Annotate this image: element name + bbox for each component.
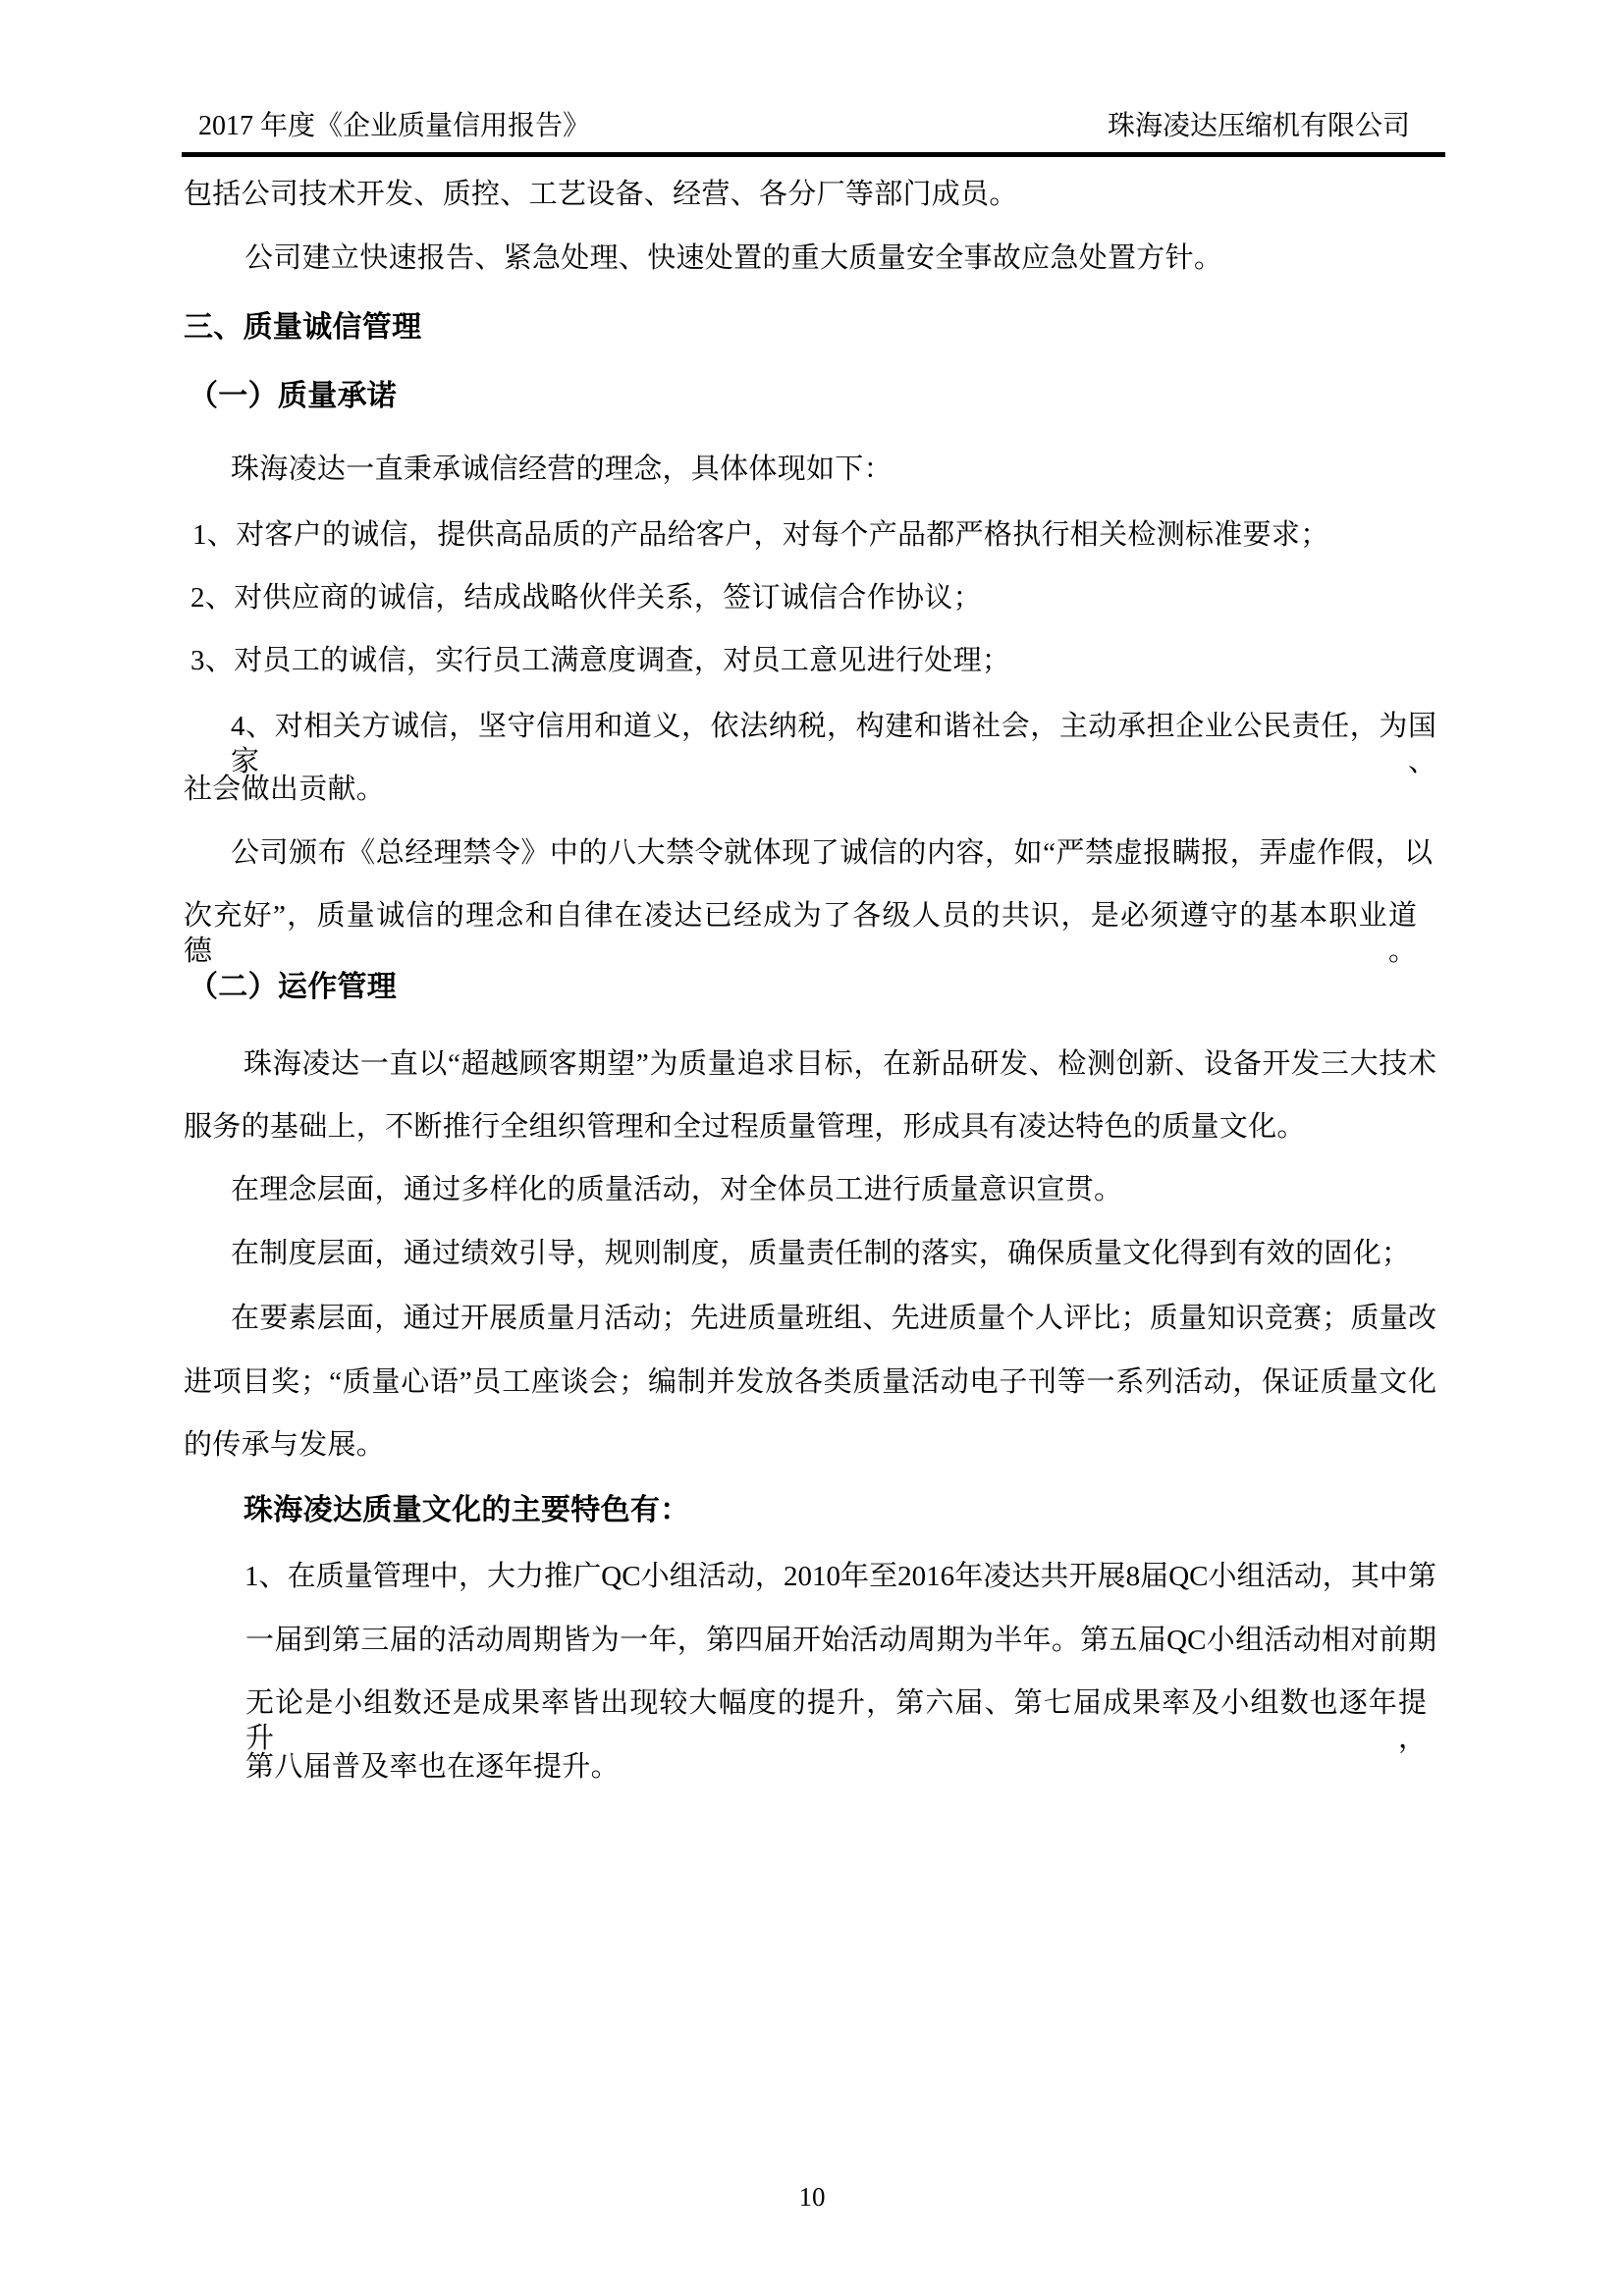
text-line: 服务的基础上，不断推行全组织管理和全过程质量管理，形成具有凌达特色的质量文化。 — [184, 1111, 1306, 1143]
list-item: 3、对员工的诚信，实行员工满意度调查，对员工意见进行处理； — [190, 645, 1011, 676]
bold-lead-line: 珠海凌达质量文化的主要特色有： — [244, 1494, 690, 1526]
header-right-company: 珠海凌达压缩机有限公司 — [1108, 111, 1411, 141]
text-line: 次充好”，质量诚信的理念和自律在凌达已经成为了各级人员的共识，是必须遵守的基本职业道德。 — [184, 900, 1417, 967]
text-line: 1、在质量管理中，大力推广QC小组活动，2010年至2016年凌达共开展8届QC小组活动，其中第 — [244, 1561, 1436, 1592]
text-line: 一届到第三届的活动周期皆为一年，第四届开始活动周期为半年。第五届QC小组活动相对前期 — [245, 1625, 1436, 1656]
text-line: 无论是小组数还是成果率皆出现较大幅度的提升，第六届、第七届成果率及小组数也逐年提升， — [245, 1687, 1427, 1754]
subsection-heading: （一）质量承诺 — [189, 380, 398, 412]
subsection-heading: （二）运作管理 — [189, 971, 398, 1003]
text-line: 在理念层面，通过多样化的质量活动，对全体员工进行质量意识宣贯。 — [231, 1174, 1123, 1205]
list-item: 2、对供应商的诚信，结成战略伙伴关系，签订诚信合作协议； — [190, 582, 982, 614]
text-line: 包括公司技术开发、质控、工艺设备、经营、各分厂等部门成员。 — [184, 179, 1018, 210]
text-line: 公司建立快速报告、紧急处理、快速处置的重大质量安全事故应急处置方针。 — [244, 242, 1223, 274]
page-number: 10 — [798, 2182, 826, 2212]
section-heading: 三、质量诚信管理 — [184, 311, 422, 344]
text-line: 珠海凌达一直以“超越顾客期望”为质量追求目标，在新品研发、检测创新、设备开发三大技术 — [244, 1048, 1436, 1080]
text-line: 在制度层面，通过绩效引导，规则制度，质量责任制的落实，确保质量文化得到有效的固化； — [231, 1238, 1411, 1269]
text-line: 社会做出贡献。 — [184, 774, 386, 805]
list-item: 4、对相关方诚信，坚守信用和道义，依法纳税，构建和谐社会，主动承担企业公民责任，为国家、 — [231, 711, 1436, 777]
text-line: 进项目奖；“质量心语”员工座谈会；编制并发放各类质量活动电子刊等一系列活动，保证质量文化 — [184, 1366, 1436, 1398]
text-line: 珠海凌达一直秉承诚信经营的理念，具体体现如下： — [231, 454, 893, 485]
header-rule — [182, 152, 1445, 157]
list-item: 1、对客户的诚信，提供高品质的产品给客户，对每个产品都严格执行相关检测标准要求； — [192, 519, 1329, 551]
text-line: 在要素层面，通过开展质量月活动；先进质量班组、先进质量个人评比；质量知识竞赛；质量改 — [231, 1303, 1436, 1334]
text-line: 公司颁布《总经理禁令》中的八大禁令就体现了诚信的内容，如“严禁虚报瞒报，弄虚作假，以 — [231, 837, 1433, 869]
header-left-title: 2017 年度《企业质量信用报告》 — [198, 111, 591, 141]
text-line: 第八届普及率也在逐年提升。 — [245, 1751, 620, 1783]
text-line: 的传承与发展。 — [184, 1429, 386, 1461]
